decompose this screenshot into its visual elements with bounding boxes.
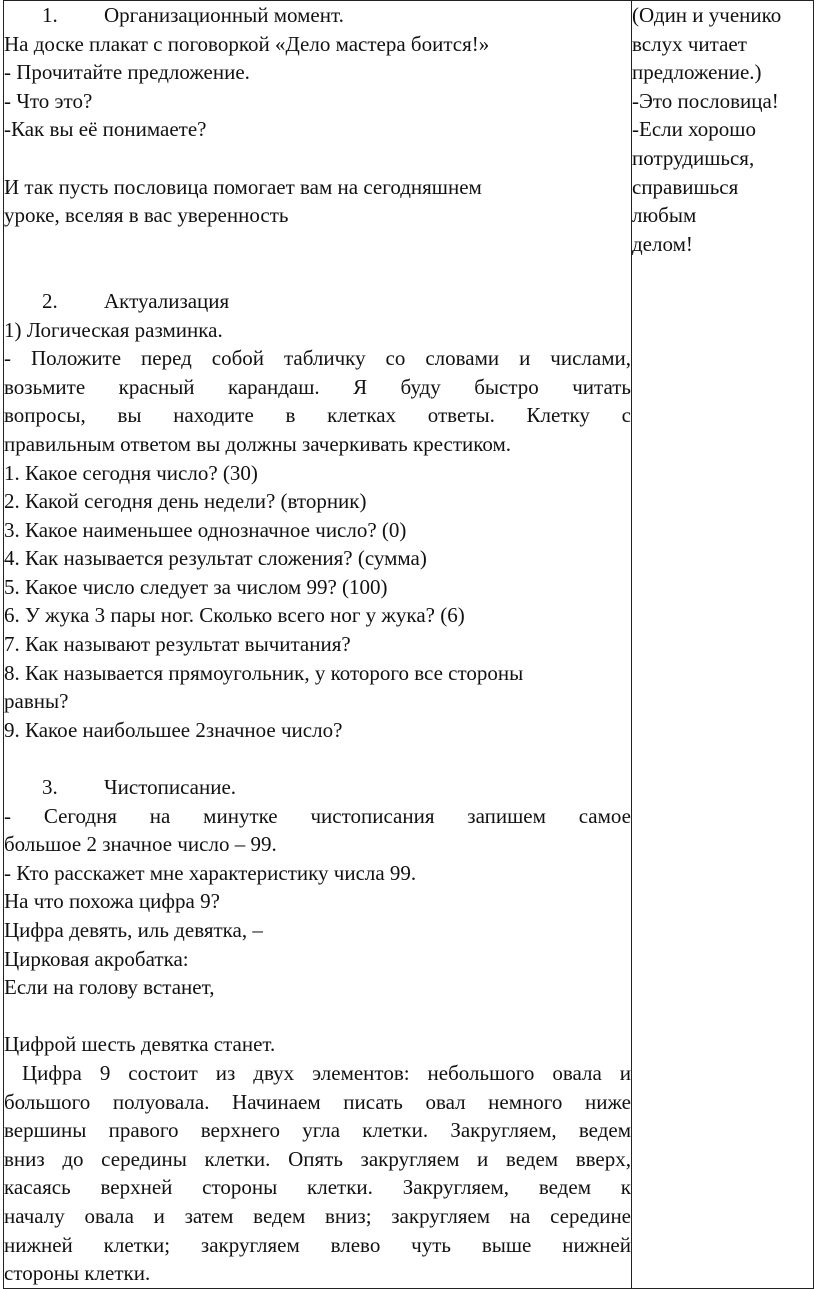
section-2-instruction: возьмите красный карандаш. Я буду быстро читать (4, 374, 631, 399)
section-1-line: -Как вы её понимаете? (4, 117, 207, 142)
section-3-heading (4, 773, 631, 802)
question-item: 5. Какое число следует за числом 99? (100) (4, 574, 388, 599)
side-note-line: делом! (632, 231, 693, 256)
lesson-table (3, 0, 814, 1289)
poem-line: Цифрой шесть девятка станет. (4, 1032, 276, 1057)
section-2-instruction: вопросы, вы находите в клетках ответы. Клетку с (4, 403, 631, 428)
question-item: 1. Какое сегодня число? (30) (4, 460, 258, 485)
side-note-line: потрудишься, (632, 145, 755, 170)
question-item: 6. У жука 3 пары ног. Сколько всего ног у жука? (6) (4, 603, 465, 628)
section-3-line: - Кто расскажет мне характеристику числа 99. (4, 860, 417, 885)
question-item: 3. Какое наименьшее однозначное число? (0) (4, 517, 407, 542)
description-line: вершины правого верхнего угла клетки. Закругляем, ведем (4, 1118, 631, 1143)
poem-line: Цирковая акробатка: (4, 946, 189, 971)
section-1-line: На доске плакат с поговоркой «Дело мастера боится!» (4, 31, 490, 56)
description-line: вниз до середины клетки. Опять закругляем и ведем вверх, (4, 1146, 631, 1171)
description-line: началу овала и затем ведем вниз; закругляем на середине (4, 1203, 631, 1228)
question-item: равны? (4, 689, 69, 714)
question-item: 8. Как называется прямоугольник, у которого все стороны (4, 660, 524, 685)
side-note-line: (Один и ученико (632, 3, 782, 27)
section-2-heading (4, 287, 631, 316)
side-column (632, 1, 814, 1289)
section-2-subtitle: 1) Логическая разминка. (4, 317, 223, 342)
side-note-line: предложение.) (632, 60, 762, 85)
section-1-heading (4, 1, 631, 30)
description-line: Цифра 9 состоит из двух элементов: небольшого овала и (22, 1060, 631, 1085)
side-note-line: -Это пословица! (632, 88, 779, 113)
question-item: 9. Какое наибольшее 2значное число? (4, 717, 343, 742)
description-line: стороны клетки. (4, 1261, 151, 1286)
question-item: 7. Как называют результат вычитания? (4, 632, 351, 657)
section-3-number: 3. (42, 775, 58, 800)
section-1-line: - Что это? (4, 88, 93, 113)
main-column (4, 1, 632, 1289)
section-3-title: Чистописание. (104, 775, 237, 800)
side-note-line: -Если хорошо (632, 117, 756, 142)
section-3-intro: большое 2 значное число – 99. (4, 832, 277, 857)
poem-line: Цифра девять, иль девятка, – (4, 918, 263, 942)
question-item: 4. Как называется результат сложения? (сумма) (4, 546, 427, 571)
spacer (4, 258, 631, 287)
spacer (4, 230, 631, 259)
section-1-number: 1. (42, 3, 58, 27)
section-2-title: Актуализация (104, 288, 230, 313)
section-1-closing: И так пусть пословица помогает вам на сегодняшнем (4, 174, 482, 199)
side-note-line: вслух читает (632, 31, 747, 56)
spacer (4, 144, 631, 173)
section-3-line: На что похожа цифра 9? (4, 889, 220, 914)
side-note-line: любым (632, 203, 697, 228)
section-1-line: - Прочитайте предложение. (4, 60, 250, 85)
table-row (4, 1, 814, 1289)
question-item: 2. Какой сегодня день недели? (вторник) (4, 489, 367, 514)
section-2-instruction: - Положите перед собой табличку со словами и числами, (4, 346, 631, 371)
description-line: большого полуовала. Начинаем писать овал немного ниже (4, 1089, 631, 1114)
spacer (4, 1002, 631, 1031)
description-line: касаясь верхней стороны клетки. Закругляем, ведем к (4, 1175, 631, 1200)
section-2-instruction: правильным ответом вы должны зачеркивать крестиком. (4, 431, 512, 456)
spacer (4, 744, 631, 773)
section-3-intro: - Сегодня на минутке чистописания запишем самое (4, 803, 631, 828)
side-note-line: справишься (632, 174, 739, 199)
section-2-number: 2. (42, 288, 58, 313)
section-1-title: Организационный момент. (104, 3, 344, 27)
description-line: нижней клетки; закругляем влево чуть выше нижней (4, 1232, 631, 1257)
poem-line: Если на голову встанет, (4, 975, 215, 1000)
section-1-closing: уроке, вселяя в вас уверенность (4, 203, 289, 228)
